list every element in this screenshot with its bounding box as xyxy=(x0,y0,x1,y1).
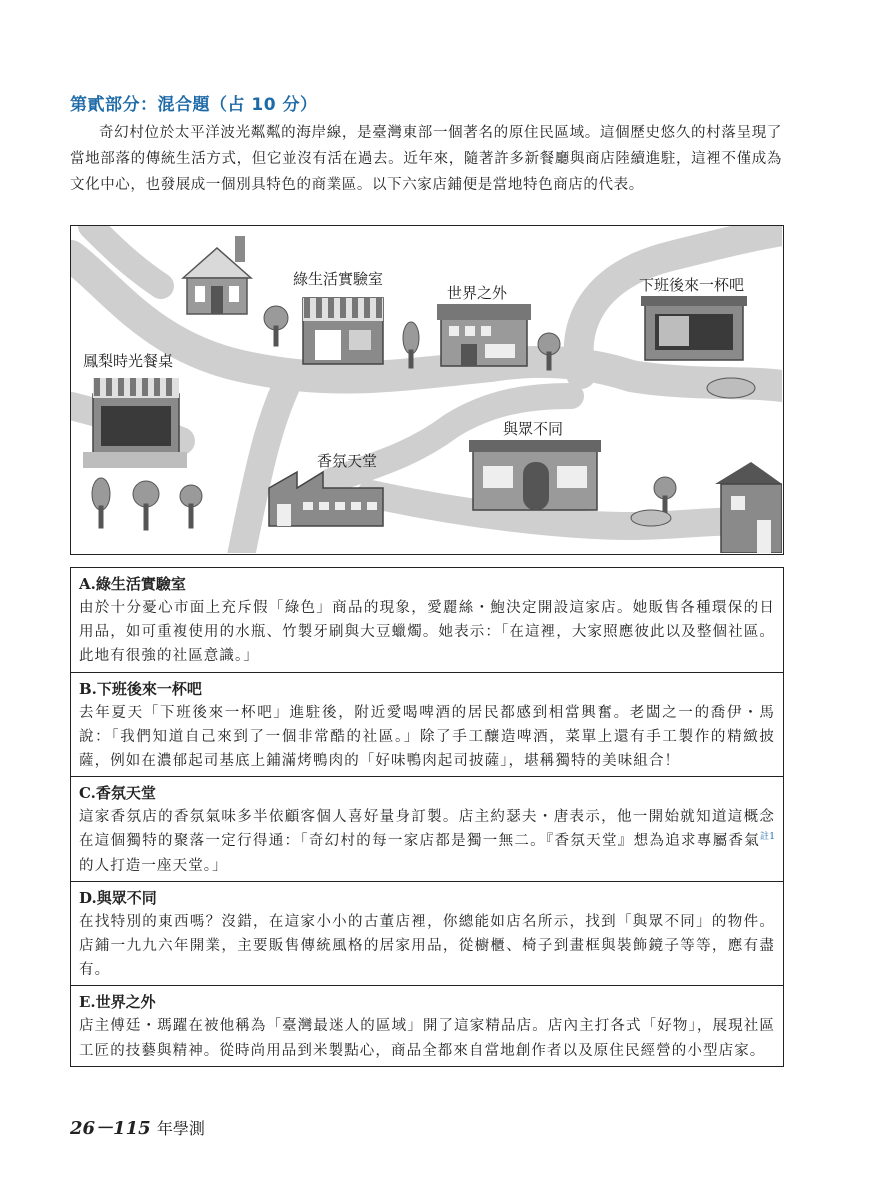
entry-d-title xyxy=(79,886,775,910)
pineapple-building xyxy=(83,378,187,468)
shop-entries xyxy=(70,567,784,1067)
intro-paragraph: 奇幻村位於太平洋波光粼粼的海岸線，是臺灣東部一個著名的原住民區域。這個歷史悠久的村落呈現了當地部落的傳統生活方式，但它並沒有活在過去。近年來，隨著許多新餐廳與商店陸續進駐，這裡不僅成為文化中心，也發展成一個別具特色的商業區。以下六家店鋪便是當地特色商店的代表。 xyxy=(70,125,782,193)
house-bottom-right xyxy=(715,462,782,553)
label-fragrance: 香氛天堂 xyxy=(317,452,378,470)
label-pineapple: 鳳梨時光餐桌 xyxy=(83,352,174,370)
entry-c-body-after: 的人打造一座天堂。」 xyxy=(79,857,228,874)
village-map xyxy=(70,225,784,555)
beyond-building xyxy=(437,304,531,366)
label-green-lab: 綠生活實驗室 xyxy=(293,270,384,288)
green-lab-building xyxy=(303,298,383,364)
entry-a xyxy=(71,568,783,673)
entry-e xyxy=(71,986,783,1065)
section-title: 第貳部分：混合題（占 10 分） xyxy=(70,95,318,115)
house-top-left xyxy=(183,236,251,314)
map-illustration xyxy=(71,226,782,553)
label-after-work: 下班後來一杯吧 xyxy=(639,276,745,294)
entry-c-name: 香氛天堂 xyxy=(95,784,156,803)
entry-b-body: 去年夏天「下班後來一杯吧」進駐後，附近愛喝啤酒的居民都感到相當興奮。老闆之一的喬伊・馬說：「我們知道自己來到了一個非常酷的社區。」除了手工釀造啤酒，菜單上還有手工製作的精緻披薩，例如在濃郁起司基底上鋪滿烤鴨肉的「好味鴨肉起司披薩」，堪稱獨特的美味組合！ xyxy=(79,704,775,770)
entry-c-title xyxy=(79,781,775,805)
entry-a-letter: A. xyxy=(79,575,96,593)
entry-c-body xyxy=(79,805,775,878)
exam-label: 年學測 xyxy=(156,1119,205,1138)
entry-b-letter: B. xyxy=(79,679,97,698)
entry-a-body: 由於十分憂心市面上充斥假「綠色」商品的現象，愛麗絲・鮑決定開設這家店。她販售各種環保的日用品，如可重複使用的水瓶、竹製牙刷與大豆蠟燭。她表示：「在這裡，大家照應彼此以及整個社區。此地有很強的社區意識。」 xyxy=(79,600,775,665)
entry-c xyxy=(71,777,783,882)
entry-d xyxy=(71,882,783,987)
entry-d-name: 與眾不同 xyxy=(96,888,157,907)
entry-a-name: 綠生活實驗室 xyxy=(95,575,186,593)
entry-e-letter: E. xyxy=(79,993,96,1012)
entry-c-body-before: 這家香氛店的香氛氣味多半依顧客個人喜好量身訂製。店主約瑟夫・唐表示，他一開始就知道這概念在這個獨特的聚落一定行得通：「奇幻村的每一家店都是獨一無二。『香氛天堂』想為追求專屬香氣 xyxy=(79,809,775,850)
entry-d-body: 在找特別的東西嗎？沒錯，在這家小小的古董店裡，你總能如店名所示，找到「與眾不同」的物件。店鋪一九九六年開業，主要販售傳統風格的居家用品，從櫥櫃、椅子到畫框與裝飾鏡子等等，應有盡有。 xyxy=(79,913,775,979)
different-building xyxy=(469,440,601,510)
page-number: 26－115 xyxy=(70,1118,151,1139)
entry-e-body: 店主傅廷・瑪躍在被他稱為「臺灣最迷人的區域」開了這家精品店。店內主打各式「好物」，展現社區工匠的技藝與精神。從時尚用品到米製點心，商品全都來自當地創作者以及原住民經營的小型店家。 xyxy=(79,1018,775,1059)
entry-b-title xyxy=(79,677,775,701)
label-beyond: 世界之外 xyxy=(447,284,508,302)
entry-c-letter: C. xyxy=(79,784,96,803)
entry-b xyxy=(71,673,783,778)
page-footer xyxy=(70,1114,205,1140)
entry-d-letter: D. xyxy=(79,888,97,907)
entry-a-title xyxy=(79,572,775,596)
label-different: 與眾不同 xyxy=(503,420,564,438)
after-work-building xyxy=(641,296,747,360)
footnote-marker[interactable]: 註1 xyxy=(760,832,775,843)
entry-e-name: 世界之外 xyxy=(95,993,156,1012)
entry-b-name: 下班後來一杯吧 xyxy=(96,679,202,698)
entry-e-title xyxy=(79,990,775,1014)
